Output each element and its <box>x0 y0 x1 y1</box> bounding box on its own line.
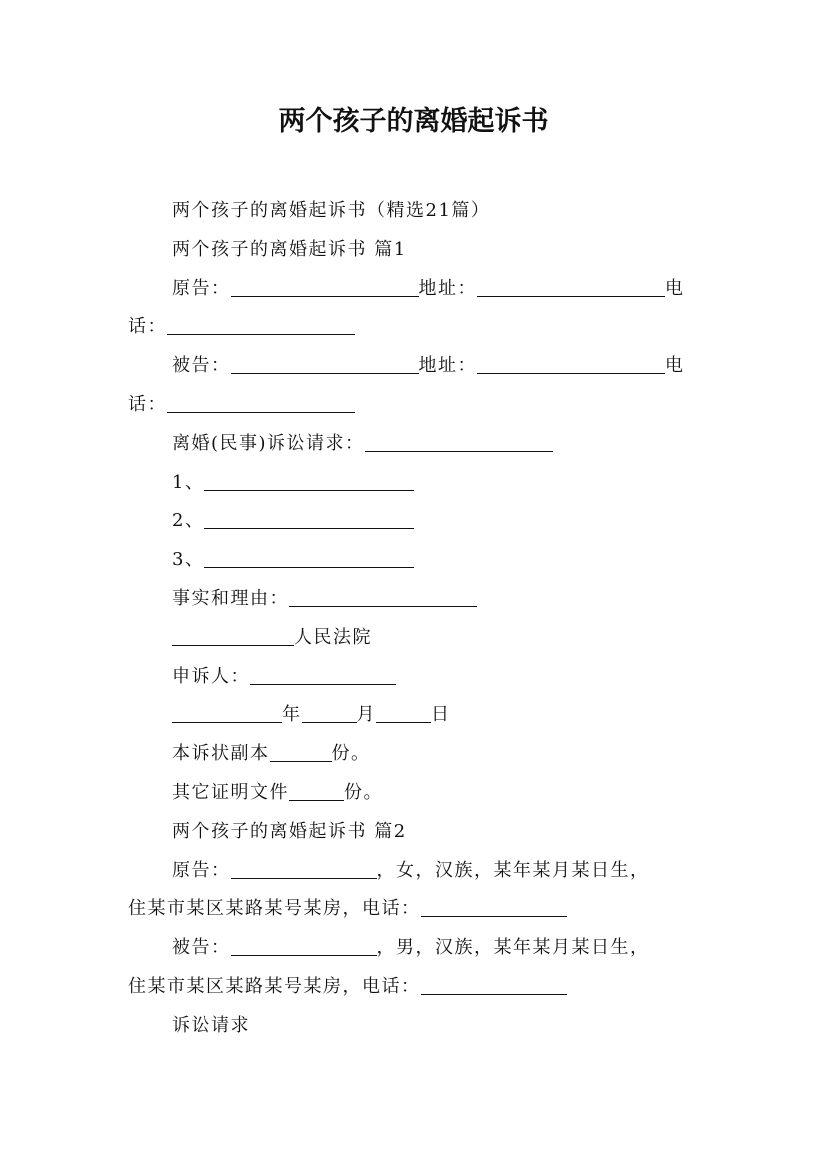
litigation-claims-heading <box>128 1007 708 1046</box>
text: 日 <box>431 704 451 726</box>
text: 离婚(民事)诉讼请求： <box>172 432 365 454</box>
text: 电 <box>665 277 685 299</box>
text: 诉讼请求 <box>172 1014 250 1036</box>
other-docs-blank <box>289 779 344 801</box>
plaintiff-phone-blank <box>167 313 355 335</box>
court-line <box>128 619 708 658</box>
claim-2-blank <box>204 507 414 529</box>
facts-line <box>128 580 708 619</box>
facts-blank <box>289 585 477 607</box>
other-docs-line <box>128 774 708 813</box>
defendant-2-address-line <box>128 968 708 1007</box>
claim-item-2 <box>128 502 708 541</box>
text: 1、 <box>172 471 205 493</box>
text: 被告： <box>172 937 231 959</box>
text: 其它证明文件 <box>172 781 289 803</box>
petitioner-line <box>128 658 708 697</box>
text: 2、 <box>172 510 205 532</box>
plaintiff-line <box>128 270 708 309</box>
section-heading-2 <box>128 813 708 852</box>
text: 住某市某区某路某号某房，电话： <box>128 898 421 920</box>
text: 3、 <box>172 549 205 571</box>
text: 两个孩子的离婚起诉书 篇1 <box>172 238 407 260</box>
claim-1-blank <box>204 469 414 491</box>
date-line <box>128 696 708 735</box>
defendant-2-phone-blank <box>421 973 567 995</box>
plaintiff-2-address-line <box>128 890 708 929</box>
text: 话： <box>128 393 167 415</box>
text: 原告： <box>172 277 231 299</box>
court-blank <box>172 624 294 646</box>
text: ，女，汉族，某年某月某日生， <box>376 859 650 881</box>
year-blank <box>172 701 282 723</box>
copies-blank <box>270 740 332 762</box>
text: 年 <box>282 704 302 726</box>
text: 事实和理由： <box>172 587 289 609</box>
plaintiff-phone-line <box>128 308 708 347</box>
document-title: 两个孩子的离婚起诉书 <box>278 106 549 137</box>
defendant-2-name-blank <box>231 934 377 956</box>
defendant-phone-line <box>128 386 708 425</box>
text: 份。 <box>331 743 371 765</box>
text: 月 <box>356 704 376 726</box>
month-blank <box>302 701 357 723</box>
text: 两个孩子的离婚起诉书 篇2 <box>172 820 407 842</box>
petitioner-blank <box>250 663 396 685</box>
claim-item-3 <box>128 541 708 580</box>
text: 话： <box>128 316 167 338</box>
text: ，男，汉族，某年某月某日生， <box>376 937 650 959</box>
document-body <box>128 192 708 1046</box>
plaintiff-2-phone-blank <box>421 895 567 917</box>
defendant-2-line <box>128 929 708 968</box>
text: 份。 <box>344 781 383 803</box>
text: 住某市某区某路某号某房，电话： <box>128 975 421 997</box>
text: 地址： <box>418 355 477 377</box>
text: 人民法院 <box>294 626 372 648</box>
text: 电 <box>665 355 685 377</box>
text: 申诉人： <box>172 665 250 687</box>
text: 被告： <box>172 355 231 377</box>
text: 原告： <box>172 859 231 881</box>
defendant-address-blank <box>477 352 665 374</box>
defendant-name-blank <box>231 352 419 374</box>
defendant-line <box>128 347 708 386</box>
text: 本诉状副本 <box>172 743 270 765</box>
text: 两个孩子的离婚起诉书（精选21篇） <box>172 200 491 221</box>
plaintiff-2-line <box>128 852 708 891</box>
claims-line <box>128 425 708 464</box>
plaintiff-address-blank <box>477 275 665 297</box>
plaintiff-2-name-blank <box>231 857 377 879</box>
defendant-phone-blank <box>167 391 355 413</box>
claim-3-blank <box>204 546 414 568</box>
subtitle-line <box>128 192 708 231</box>
copies-line <box>128 735 708 774</box>
section-heading-1 <box>128 231 708 270</box>
day-blank <box>376 701 431 723</box>
claim-item-1 <box>128 464 708 503</box>
plaintiff-name-blank <box>231 275 419 297</box>
text: 地址： <box>418 277 477 299</box>
claims-blank <box>365 430 553 452</box>
